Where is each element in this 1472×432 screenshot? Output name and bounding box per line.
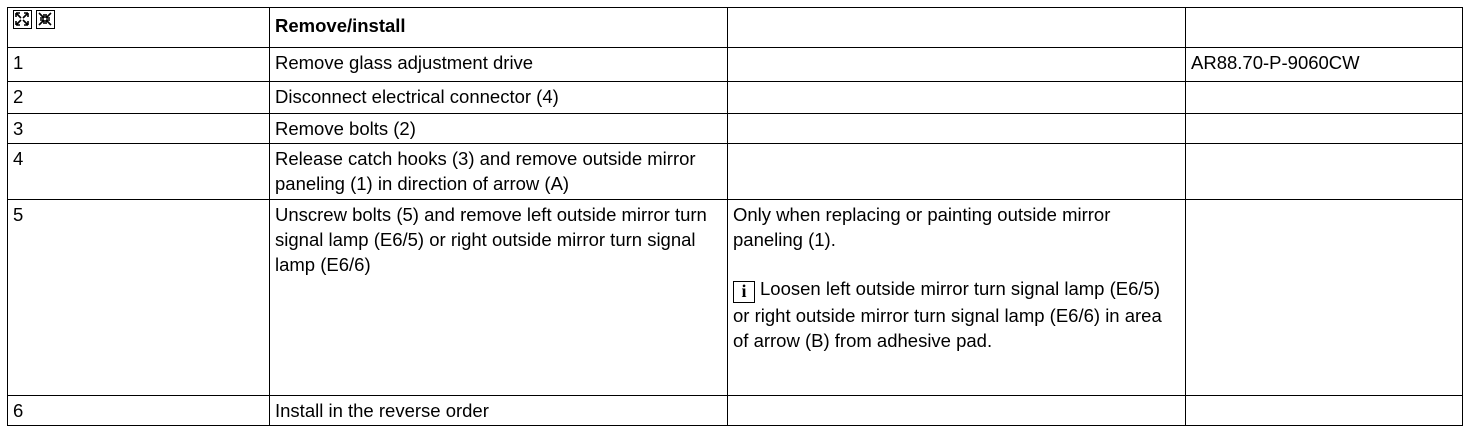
collapse-icon[interactable] — [36, 10, 55, 29]
table-row — [8, 114, 1463, 144]
step-note: Only when replacing or painting outside mirror paneling (1). — [733, 204, 1111, 250]
table-row — [8, 396, 1463, 426]
step-note — [728, 48, 1186, 82]
header-col4 — [1186, 8, 1463, 48]
step-reference — [1186, 144, 1463, 200]
step-reference-link[interactable]: AR88.70-P-9060CW — [1186, 48, 1463, 82]
table-row — [8, 144, 1463, 200]
table-row — [8, 200, 1463, 396]
header-row — [8, 8, 1463, 48]
expand-icon[interactable] — [13, 10, 32, 29]
step-note — [728, 144, 1186, 200]
step-reference — [1186, 396, 1463, 426]
step-number: 4 — [8, 144, 270, 200]
step-reference — [1186, 82, 1463, 114]
info-icon: i — [733, 281, 755, 303]
step-number: 5 — [8, 200, 270, 396]
table-row — [8, 48, 1463, 82]
step-note — [728, 114, 1186, 144]
step-text: Disconnect electrical connector (4) — [270, 82, 728, 114]
procedure-table — [7, 7, 1463, 426]
info-note — [733, 276, 1180, 353]
step-number: 1 — [8, 48, 270, 82]
table-row — [8, 82, 1463, 114]
step-reference — [1186, 200, 1463, 396]
step-note — [728, 82, 1186, 114]
step-note — [728, 396, 1186, 426]
step-text: Remove bolts (2) — [270, 114, 728, 144]
header-icons-cell — [8, 8, 270, 48]
step-text: Release catch hooks (3) and remove outside mirror paneling (1) in direction of arrow (A) — [270, 144, 728, 200]
step-reference — [1186, 114, 1463, 144]
step-note-cell — [728, 200, 1186, 396]
step-number: 3 — [8, 114, 270, 144]
step-number: 2 — [8, 82, 270, 114]
header-title: Remove/install — [270, 8, 728, 48]
info-note-text: Loosen left outside mirror turn signal lamp (E6/5) or right outside mirror turn signal lamp (E6/6) in area of arrow (B) from adhesive pad. — [733, 278, 1162, 351]
step-text: Remove glass adjustment drive — [270, 48, 728, 82]
header-col3 — [728, 8, 1186, 48]
step-text: Unscrew bolts (5) and remove left outside mirror turn signal lamp (E6/5) or right outside mirror turn signal lamp (E6/6) — [270, 200, 728, 396]
step-text: Install in the reverse order — [270, 396, 728, 426]
step-number: 6 — [8, 396, 270, 426]
